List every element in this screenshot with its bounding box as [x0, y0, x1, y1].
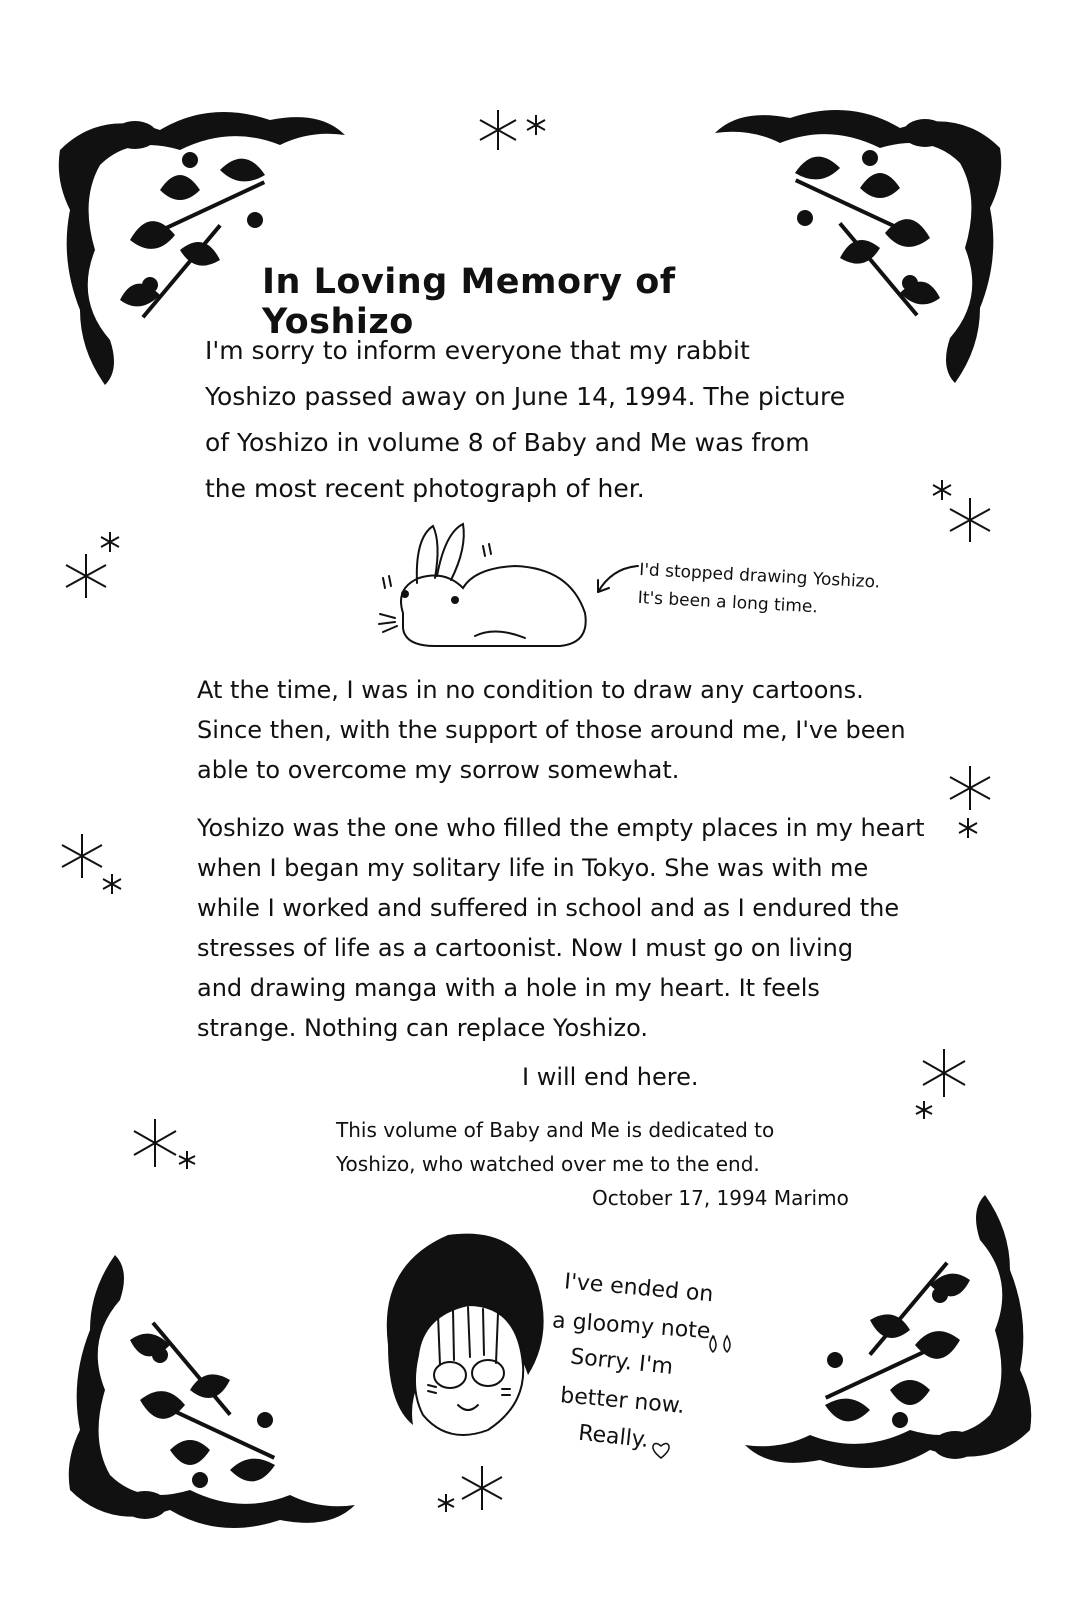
- text-line: better now.: [559, 1383, 686, 1419]
- arrow-icon: [592, 562, 642, 598]
- text-line: of Yoshizo in volume 8 of Baby and Me was from: [205, 428, 810, 457]
- snowflake-icon: [125, 1115, 205, 1175]
- text-line: I'm sorry to inform everyone that my rabbit: [205, 336, 750, 365]
- page-title: In Loving Memory of Yoshizo: [262, 262, 676, 342]
- text-line: Really.: [577, 1420, 650, 1454]
- paragraph-3: [197, 808, 924, 1048]
- text-line: a gloomy note.: [551, 1308, 719, 1345]
- text-line: when I began my solitary life in Tokyo. She was with me: [197, 854, 869, 882]
- text-line: Yoshizo, who watched over me to the end.: [336, 1152, 760, 1176]
- sweat-drops-icon: [705, 1334, 735, 1356]
- snowflake-icon: [910, 1045, 980, 1125]
- text-line: I've ended on: [563, 1269, 715, 1308]
- text-line: Since then, with the support of those around me, I've been: [197, 716, 906, 744]
- text-line: while I worked and suffered in school and as I endured the: [197, 894, 900, 922]
- rabbit-caption: [637, 556, 881, 625]
- rabbit-illustration: [375, 518, 600, 653]
- paragraph-2: [197, 670, 906, 790]
- date-signature: October 17, 1994 Marimo: [592, 1186, 849, 1210]
- text-line: able to overcome my sorrow somewhat.: [197, 756, 680, 784]
- snowflake-icon: [928, 478, 1008, 548]
- intro-paragraph: [205, 328, 845, 512]
- text-line: Yoshizo was the one who filled the empty places in my heart: [197, 814, 925, 842]
- text-line: I'd stopped drawing Yoshizo.: [638, 559, 881, 593]
- text-line: Yoshizo passed away on June 14, 1994. The picture: [205, 382, 846, 411]
- text-line: This volume of Baby and Me is dedicated to: [336, 1118, 775, 1142]
- text-line: and drawing manga with a hole in my heart. It feels: [197, 974, 820, 1002]
- text-line: stresses of life as a cartoonist. Now I must go on living: [197, 934, 854, 962]
- author-portrait: [378, 1225, 558, 1465]
- snowflake-icon: [470, 105, 550, 155]
- closing-line: I will end here.: [522, 1063, 699, 1091]
- snowflake-icon: [52, 830, 132, 900]
- snowflake-icon: [940, 762, 1010, 842]
- text-line: strange. Nothing can replace Yoshizo.: [197, 1014, 649, 1042]
- text-line: It's been a long time.: [637, 587, 819, 618]
- dedication: [336, 1113, 774, 1181]
- snowflake-icon: [58, 528, 128, 608]
- corner-ornament-bottom-left: [50, 1250, 370, 1550]
- text-line: At the time, I was in no condition to draw any cartoons.: [197, 676, 864, 704]
- heart-icon: [650, 1440, 672, 1460]
- snowflake-icon: [432, 1462, 512, 1522]
- text-line: Sorry. I'm: [569, 1344, 675, 1380]
- text-line: the most recent photograph of her.: [205, 474, 645, 503]
- corner-ornament-bottom-right: [730, 1190, 1050, 1490]
- author-note: [552, 1270, 717, 1460]
